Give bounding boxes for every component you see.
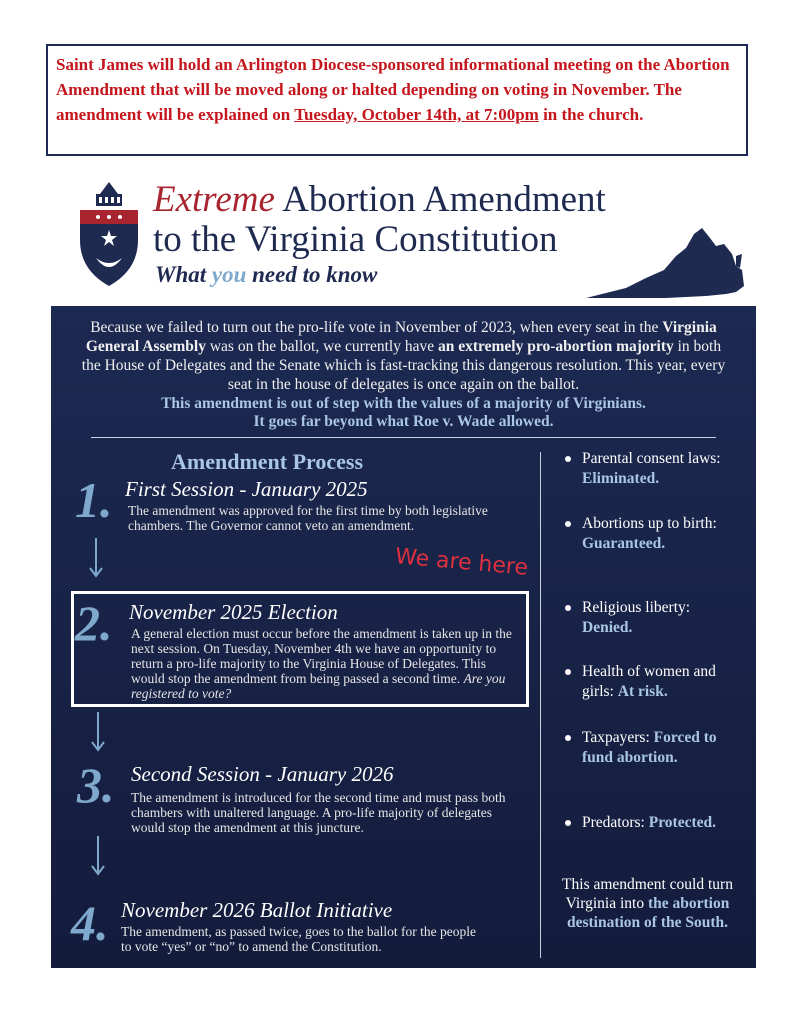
subtitle-rest: need to know [246, 262, 378, 287]
list-item [558, 728, 738, 768]
we-are-here-annotation: We are here [394, 544, 529, 581]
closing-statement [549, 875, 746, 932]
arrow-down-icon [89, 538, 103, 578]
intro-text-1: Because we failed to turn out the pro-life vote in November of 2023, when every seat in the [90, 319, 663, 336]
process-title: Amendment Process [171, 449, 364, 474]
intro-bold-2: an extremely pro-abortion majority [437, 338, 674, 355]
impact-label: Religious liberty: [582, 599, 691, 616]
impact-value: Eliminated. [582, 470, 660, 487]
intro-bold-1: Virginia General Assembly [85, 319, 717, 355]
step-number: 3. [77, 757, 115, 813]
arrow-down-icon [91, 712, 105, 752]
step-number: 2. [75, 595, 113, 651]
meeting-notice [46, 44, 748, 156]
title-line1: Abortion Amendment [274, 179, 606, 220]
closing-text: This amendment could turn Virginia into [562, 876, 733, 912]
step-text: The amendment, as passed twice, goes to the ballot for the people to vote “yes” or “no” to amend the Constitution. [121, 924, 477, 954]
notice-date-time: Tuesday, October 14th, at 7:00pm [294, 105, 539, 124]
impact-value: At risk. [617, 683, 668, 700]
subtitle-what: What [155, 262, 212, 287]
impact-value: Denied. [582, 619, 633, 636]
title-emphasis: Extreme [153, 179, 275, 220]
step-text [131, 626, 519, 701]
list-item [558, 662, 738, 702]
impact-label: Health of women and girls: [582, 663, 716, 700]
list-item [558, 598, 738, 638]
highlight-line-2: It goes far beyond what Roe v. Wade allowed. [253, 413, 554, 430]
impact-label: Predators: [582, 814, 649, 831]
diocese-crest-icon [76, 180, 142, 290]
impact-label: Taxpayers: [582, 729, 654, 746]
step-text-body: A general election must occur before the amendment is taken up in the next session. On Tuesday, November 4th we have an opportunity to return a pro-life majority to the Virginia House of Delegates. This would stop the amendment from being passed a second time. [131, 626, 512, 686]
page-subtitle [155, 262, 377, 288]
divider-horizontal [91, 437, 716, 438]
highlight-line-1: This amendment is out of step with the values of a majority of Virginians. [161, 395, 646, 412]
list-item [558, 813, 738, 833]
closing-highlight: the abortion destination of the South. [566, 895, 730, 931]
page-title [153, 180, 606, 260]
intro-text-3: in both the House of Delegates and the Senate which is fast-tracking this dangerous resolution. This year, every seat in the house of delegates is once again on the ballot. [81, 338, 726, 393]
title-line2: to the Virginia Constitution [153, 219, 558, 260]
impact-value: Protected. [648, 814, 717, 831]
step-number: 4. [71, 895, 109, 951]
step-text: The amendment is introduced for the second time and must pass both chambers with unaltered language. A pro-life majority of delegates would stop the amendment at this juncture. [131, 790, 506, 835]
notice-text: Saint James will hold an Arlington Diocese-sponsored informational meeting on the Abortion Amendment that will be moved along or halted depending on voting in November. The amendment will be explained on [56, 55, 730, 124]
intro-text-2: was on the ballot, we currently have [205, 338, 438, 355]
virginia-map-icon [586, 226, 746, 301]
info-panel [51, 306, 756, 968]
divider-vertical [540, 452, 541, 958]
list-item [558, 449, 738, 489]
step-title: Second Session - January 2026 [131, 762, 394, 786]
step-title: First Session - January 2025 [125, 477, 368, 501]
impact-label: Parental consent laws: [582, 450, 721, 467]
impact-label: Abortions up to birth: [582, 515, 717, 532]
step-title: November 2026 Ballot Initiative [121, 898, 393, 922]
list-item [558, 514, 738, 554]
impact-value: Forced to fund abortion. [582, 729, 717, 766]
arrow-down-icon [91, 836, 105, 876]
subtitle-you: you [211, 262, 247, 287]
step-title: November 2025 Election [129, 600, 338, 624]
impact-value: Guaranteed. [582, 535, 666, 552]
intro-paragraph [75, 318, 732, 394]
intro-highlight [75, 395, 732, 431]
step-number: 1. [75, 472, 113, 528]
step-question: Are you registered to vote? [131, 671, 506, 701]
step-text: The amendment was approved for the first time by both legislative chambers. The Governor cannot veto an amendment. [128, 503, 488, 533]
notice-text-end: in the church. [538, 105, 644, 124]
